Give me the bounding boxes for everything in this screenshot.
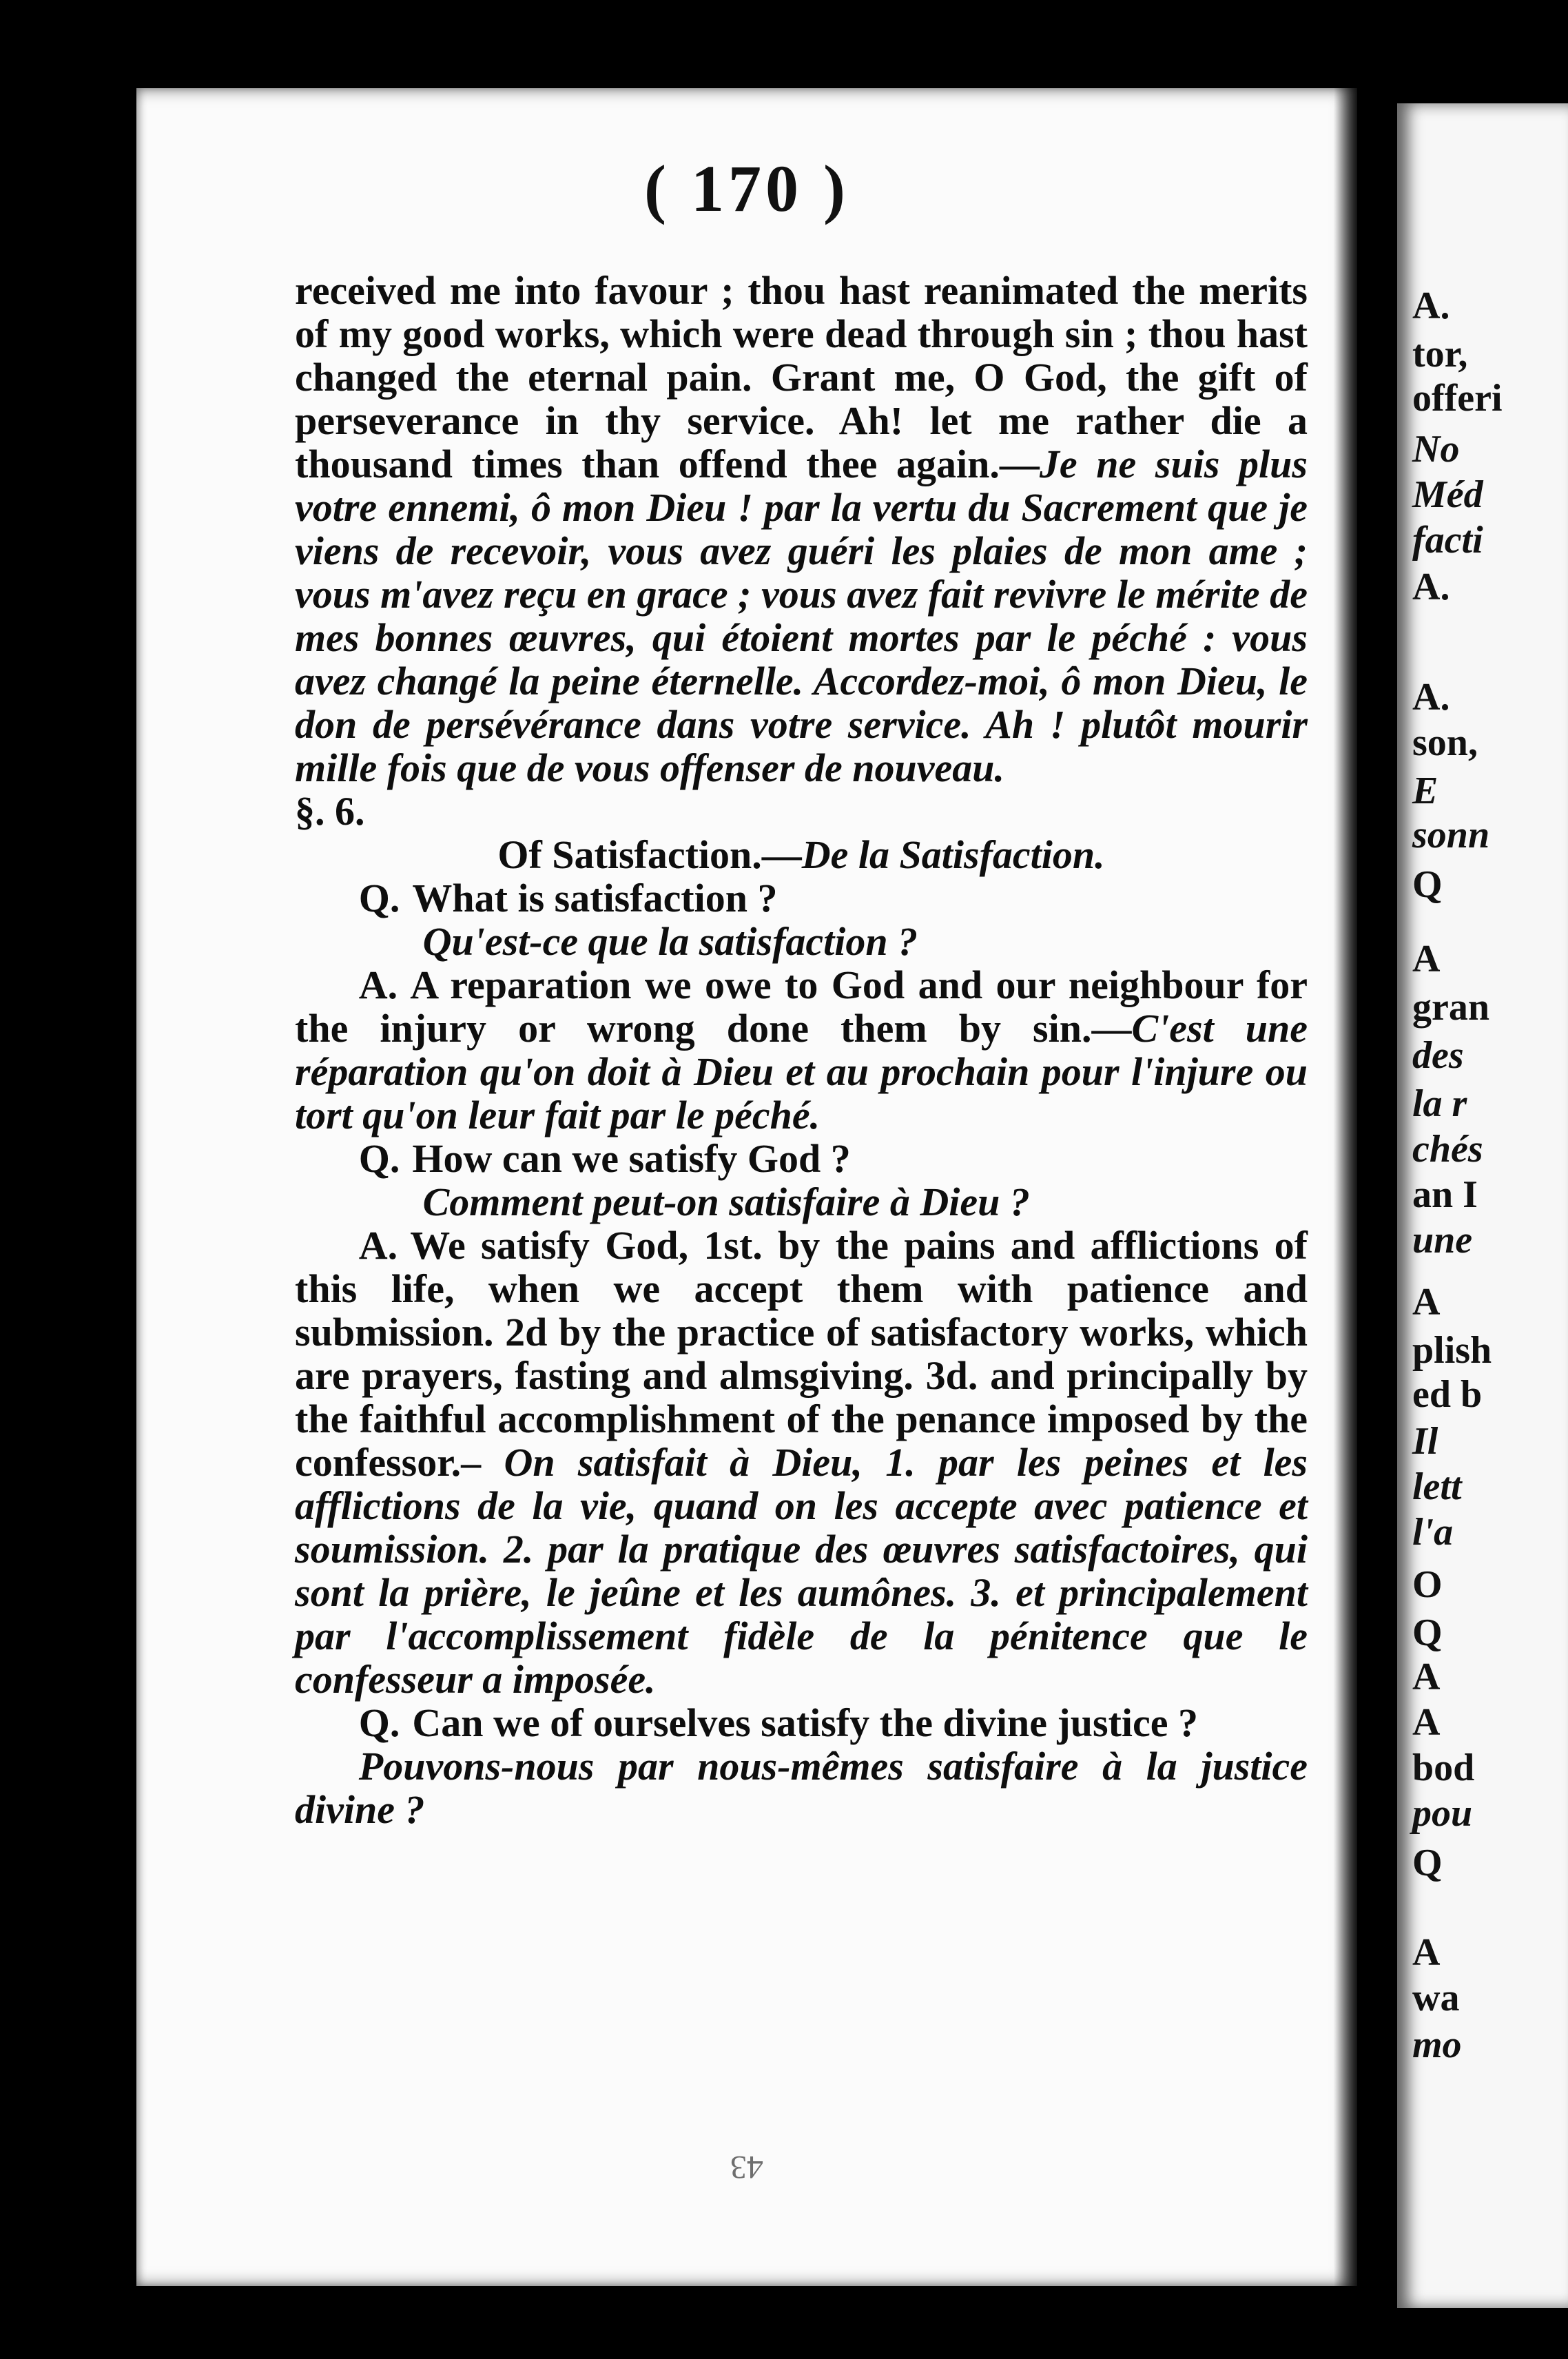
question-label: Q. [358,1700,400,1745]
adjacent-page-text-fragment: O [1412,1563,1443,1606]
adjacent-page-text-fragment: gran [1412,986,1489,1029]
page-number: ( 170 ) [644,152,849,225]
adjacent-page-text-fragment: A. [1412,285,1450,327]
adjacent-page-text-fragment: A [1412,1656,1441,1698]
left-book-page [136,88,1357,2286]
adjacent-page-text-fragment: son, [1412,721,1478,764]
adjacent-page-text-fragment: facti [1412,519,1483,562]
answer-1 [295,963,1308,1137]
question-1 [295,876,1308,920]
adjacent-page-text-fragment: bod [1412,1747,1475,1789]
adjacent-page-sliver [1397,103,1568,2308]
adjacent-page-text-fragment: A [1412,1281,1441,1323]
adjacent-page-text-fragment: des [1412,1034,1464,1077]
adjacent-page-text-fragment: No [1412,428,1460,471]
answer-english: A reparation we owe to God and our neighbour for the injury or wrong done them by sin.— [295,962,1308,1051]
adjacent-page-text-fragment: an I [1412,1173,1478,1216]
answer-french: C'est une réparation qu'on doit à Dieu et au prochain pour l'injure ou tort qu'on leur fait par le péché. [295,1006,1308,1137]
question-english: What is satisfaction ? [412,876,778,920]
section-number: §. 6. [295,789,365,834]
adjacent-page-text-fragment: mo [1412,2023,1462,2066]
question-english: Can we of ourselves satisfy the divine justice ? [412,1700,1198,1745]
adjacent-page-text-fragment: chés [1412,1128,1483,1171]
question-label: Q. [358,1136,400,1181]
answer-english: We satisfy God, 1st. by the pains and afflictions of this life, when we accept them with patience and submission. 2d by the practice of satisfactory works, which are prayers, fasting and almsgiving. 3d. and principally by the faithful accomplishment of the penance imposed by the confessor.– [295,1223,1308,1485]
adjacent-page-text-fragment: plish [1412,1329,1492,1372]
opening-english-text: received me into favour ; thou hast reanimated the merits of my good works, which were dead through sin ; thou hast changed the eternal pain. Grant me, O God, the gift of perseverance in thy service. Ah! let me rather die a thousand times than offend thee again.— [295,268,1308,486]
adjacent-page-text-fragment: Il [1412,1420,1438,1463]
adjacent-page-text-fragment: A [1412,1931,1441,1974]
adjacent-page-text-fragment: A [1412,938,1441,980]
answer-label: A. [358,1223,398,1268]
opening-paragraph [295,269,1308,790]
question-1-french: Qu'est-ce que la satisfaction ? [422,919,918,964]
adjacent-page-text-fragment: A. [1412,566,1450,608]
page-body [295,269,1308,1831]
section-title-french: De la Satisfaction. [801,832,1105,877]
adjacent-page-text-fragment: l'a [1412,1511,1454,1554]
adjacent-page-text-fragment: Méd [1412,473,1483,516]
answer-2 [295,1224,1308,1701]
adjacent-page-text-fragment: E [1412,770,1438,812]
opening-french-text: Je ne suis plus votre ennemi, ô mon Dieu ! par la vertu du Sacrement que je viens de recevoir, vous avez guéri les plaies de mon ame ; vous m'avez reçu en grace ; vous avez fait revivre le mérite de mes bonnes œuvres, qui étoient mortes par le péché : vous avez changé la peine éternelle. Accordez-moi, ô mon Dieu, le don de persévérance dans votre service. Ah ! plutôt mourir mille fois que de vous offenser de nouveau. [295,442,1308,790]
adjacent-page-text-fragment: lett [1412,1465,1462,1508]
adjacent-page-text-fragment: sonn [1412,814,1490,856]
adjacent-page-text-fragment: Q [1412,863,1443,906]
adjacent-page-text-fragment: wa [1412,1977,1460,2019]
adjacent-page-text-fragment: tor, [1412,333,1468,375]
adjacent-page-text-fragment: ed b [1412,1373,1483,1416]
adjacent-page-text-fragment: la r [1412,1082,1467,1125]
adjacent-page-text-fragment: Q [1412,1842,1443,1884]
folio-signature-mark: 43 [730,2149,763,2185]
section-title [295,833,1308,876]
adjacent-page-text-fragment: A [1412,1701,1441,1744]
answer-label: A. [358,962,398,1007]
question-english: How can we satisfy God ? [412,1136,851,1181]
question-2 [295,1137,1308,1180]
question-3 [295,1701,1308,1744]
adjacent-page-text-fragment: offeri [1412,377,1503,420]
adjacent-page-text-fragment: pou [1412,1792,1473,1835]
adjacent-page-text-fragment: une [1412,1219,1473,1261]
adjacent-page-text-fragment: A. [1412,676,1450,719]
question-3-french: Pouvons-nous par nous-mêmes satisfaire à la justice divine ? [295,1744,1308,1832]
adjacent-page-text-fragment: Q [1412,1611,1443,1654]
answer-french: On satisfait à Dieu, 1. par les peines et les afflictions de la vie, quand on les accepte avec patience et soumission. 2. par la pratique des œuvres satisfactoires, qui sont la prière, le jeûne et les aumônes. 3. et principalement par l'accomplissement fidèle de la pénitence que le confesseur a imposée. [295,1440,1308,1702]
question-2-french: Comment peut-on satisfaire à Dieu ? [422,1180,1030,1224]
page-gutter-shadow [1334,88,1357,2286]
question-label: Q. [358,876,400,920]
section-title-english: Of Satisfaction.— [497,832,802,877]
